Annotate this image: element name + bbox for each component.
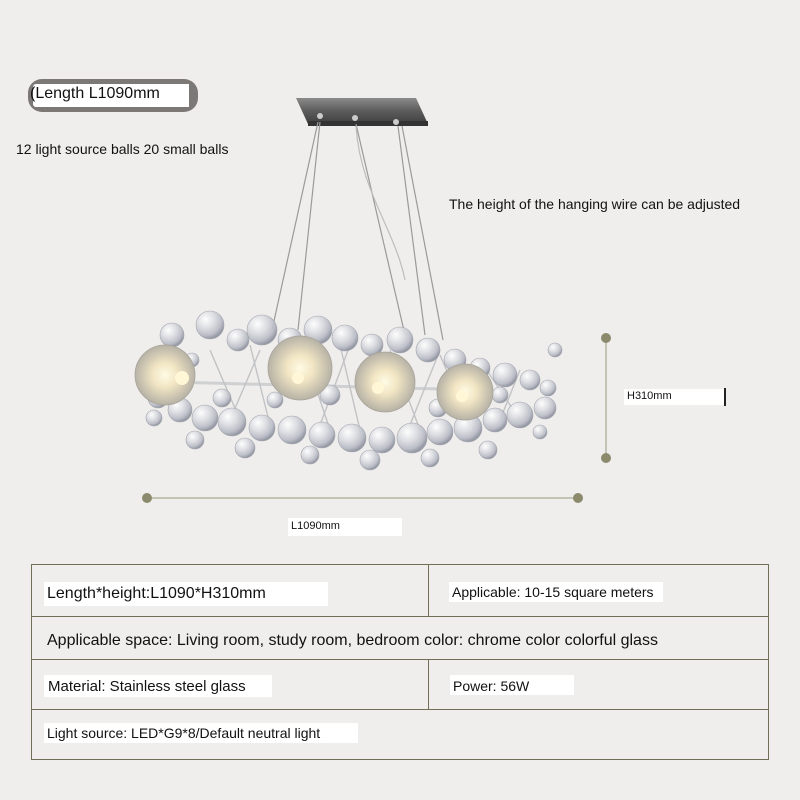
ceiling-plate bbox=[296, 98, 428, 126]
spec-material: Material: Stainless steel glass bbox=[48, 678, 246, 695]
length-label: L1090mm bbox=[291, 520, 340, 532]
height-dimension-line bbox=[601, 333, 611, 463]
spec-column-divider bbox=[428, 564, 429, 616]
spec-light-source: Light source: LED*G9*8/Default neutral light bbox=[47, 725, 321, 741]
spec-power: Power: 56W bbox=[453, 678, 530, 694]
height-label-mark bbox=[724, 388, 726, 406]
spec-row-divider bbox=[31, 659, 769, 660]
length-tag: (Length L1090mm bbox=[30, 85, 160, 102]
spec-row-divider bbox=[31, 616, 769, 617]
spec-column-divider bbox=[428, 659, 429, 709]
spec-length-height: Length*height:L1090*H310mm bbox=[47, 585, 266, 602]
balls-note: 12 light source balls 20 small balls bbox=[16, 141, 229, 157]
spec-space-color: Applicable space: Living room, study room, bedroom color: chrome color colorful glass bbox=[47, 632, 658, 649]
spec-row-divider bbox=[31, 709, 769, 710]
wire-note: The height of the hanging wire can be adjusted bbox=[449, 196, 741, 212]
height-label: H310mm bbox=[627, 390, 672, 402]
hanging-wires bbox=[272, 122, 443, 340]
glass-balls bbox=[146, 311, 562, 470]
spec-applicable-area: Applicable: 10-15 square meters bbox=[452, 584, 654, 600]
length-dimension-line bbox=[142, 493, 583, 503]
